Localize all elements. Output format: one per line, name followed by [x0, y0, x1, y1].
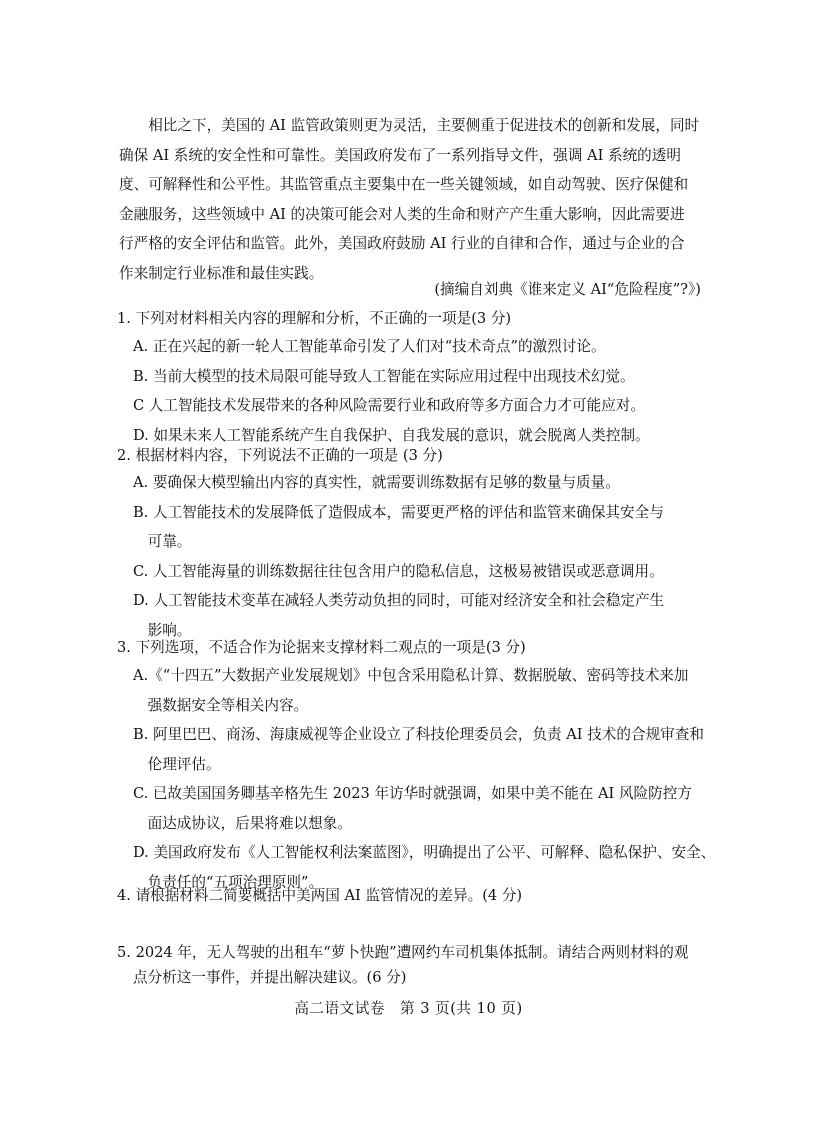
option-c: C 人工智能技术发展带来的各种风险需要行业和政府等多方面合力才可能应对。 — [133, 397, 645, 414]
option-c: C. 已故美国国务卿基辛格先生 2023 年访华时就强调，如果中美不能在 AI 风险防控方 — [133, 785, 692, 802]
option-a: A.《“十四五”大数据产业发展规划》中包含采用隐私计算、数据脱敏、密码等技术来加 — [133, 667, 689, 684]
question-1-options — [133, 332, 708, 450]
option-d-continued: 影响。 — [147, 621, 192, 639]
option-a: A. 要确保大模型输出内容的真实性，就需要训练数据有足够的数量与质量。 — [133, 474, 620, 491]
option-b-continued: 可靠。 — [147, 533, 192, 550]
passage-paragraph — [119, 111, 704, 289]
option-a-continued: 强数据安全等相关内容。 — [147, 696, 309, 714]
question-2-options — [133, 468, 708, 645]
option-c: C. 人工智能海量的训练数据往往包含用户的隐私信息，这极易被错误或恶意调用。 — [133, 562, 664, 580]
page-footer: 高二语文试卷 第 3 页(共 10 页) — [294, 1000, 523, 1017]
question-3-stem: 3. 下列选项，不适合作为论据来支撑材料二观点的一项是(3 分) — [117, 639, 526, 656]
passage-line: 确保 AI 系统的安全性和可靠性。美国政府发布了一系列指导文件，强调 AI 系统的透明 — [119, 146, 681, 164]
question-2-stem: 2. 根据材料内容，下列说法不正确的一项是 (3 分) — [117, 447, 443, 464]
option-d: D. 人工智能技术变革在减轻人类劳动负担的同时，可能对经济安全和社会稳定产生 — [133, 592, 665, 609]
passage-line: 金融服务，这些领域中 AI 的决策可能会对人类的生命和财产产生重大影响，因此需要进 — [119, 205, 685, 223]
option-b: B. 当前大模型的技术局限可能导致人工智能在实际应用过程中出现技术幻觉。 — [133, 367, 635, 385]
option-b-continued: 伦理评估。 — [147, 755, 221, 773]
option-d-continued: 负责任的“五项治理原则”。 — [147, 873, 324, 891]
option-c-continued: 面达成协议，后果将难以想象。 — [147, 814, 352, 832]
question-1-stem: 1. 下列对材料相关内容的理解和分析，不正确的一项是(3 分) — [117, 310, 512, 327]
option-a: A. 正在兴起的新一轮人工智能革命引发了人们对“技术奇点”的激烈讨论。 — [133, 338, 606, 355]
passage-source: (摘编自刘典《谁来定义 AI“危险程度”?》) — [434, 281, 701, 298]
passage-line: 相比之下，美国的 AI 监管政策则更为灵活，主要侧重于促进技术的创新和发展，同时 — [148, 117, 700, 134]
passage-line: 作来制定行业标准和最佳实践。 — [119, 264, 324, 282]
passage-line: 度、可解释性和公平性。其监管重点主要集中在一些关键领域，如自动驾驶、医疗保健和 — [119, 176, 689, 194]
option-b: B. 阿里巴巴、商汤、海康威视等企业设立了科技伦理委员会，负责 AI 技术的合规审查和 — [133, 726, 704, 743]
option-d: D. 如果未来人工智能系统产生自我保护、自我发展的意识，就会脱离人类控制。 — [133, 426, 650, 444]
question-5-stem-continued: 点分析这一事件，并提出解决建议。(6 分) — [133, 969, 407, 986]
passage-line: 行严格的安全评估和监管。此外，美国政府鼓励 AI 行业的自律和合作，通过与企业的合 — [119, 235, 685, 253]
option-b: B. 人工智能技术的发展降低了造假成本，需要更严格的评估和监管来确保其安全与 — [133, 503, 664, 521]
question-3-options — [133, 661, 716, 897]
option-d: D. 美国政府发布《人工智能权利法案蓝图》，明确提出了公平、可解释、隐私保护、安全、 — [133, 844, 716, 861]
question-5-stem: 5. 2024 年，无人驾驶的出租车“萝卜快跑”遭网约车司机集体抵制。请结合两则材料的观 — [117, 944, 689, 961]
question-4-stem: 4. 请根据材料二简要概括中美两国 AI 监管情况的差异。(4 分) — [117, 887, 523, 904]
